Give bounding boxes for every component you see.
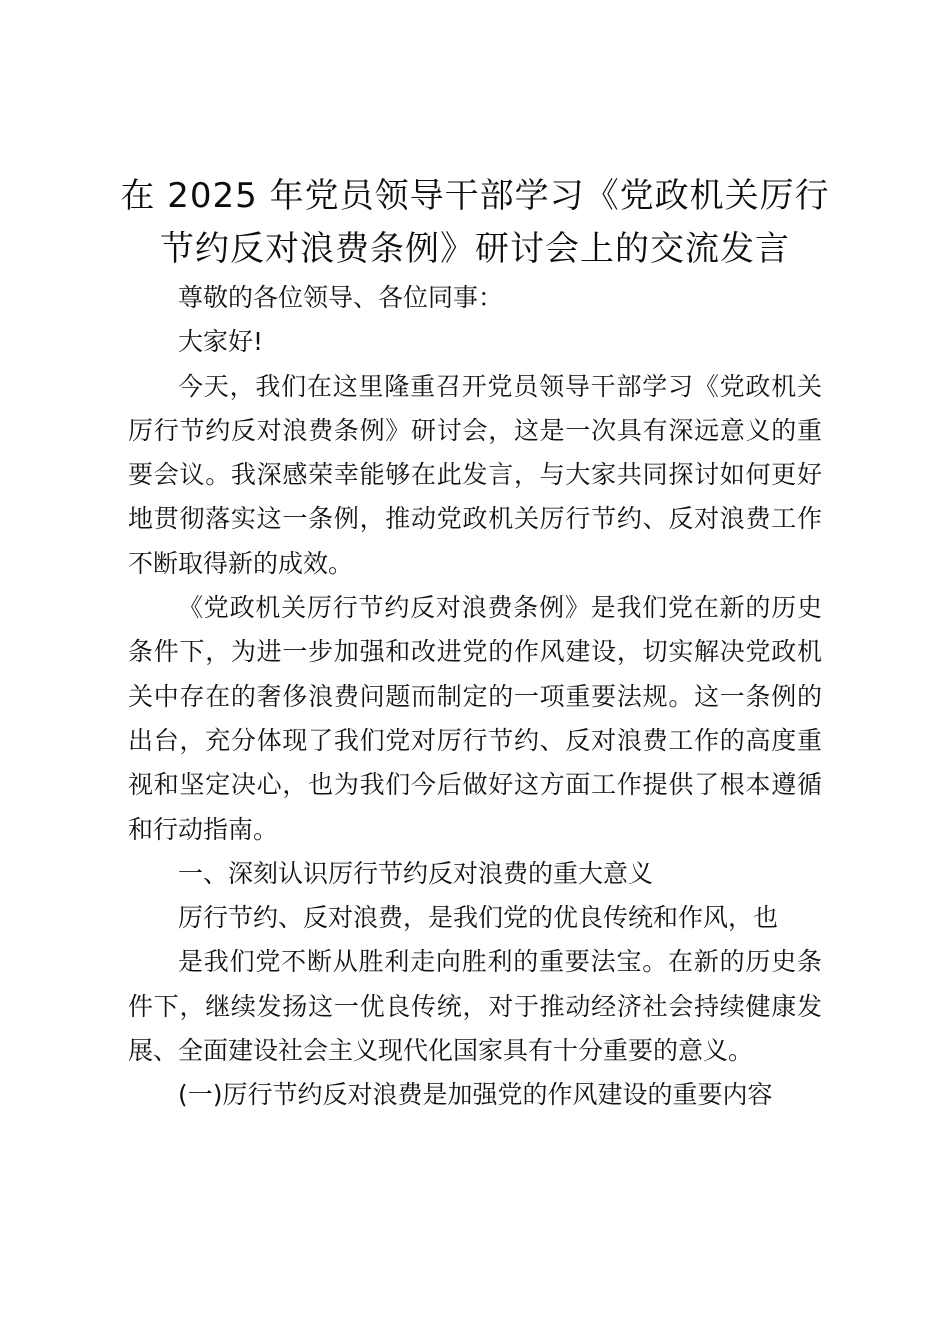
section-heading-1: 一、深刻认识厉行节约反对浪费的重大意义 — [178, 858, 654, 888]
subsection-heading-1: (一)厉行节约反对浪费是加强党的作风建设的重要内容 — [178, 1080, 773, 1110]
title-line-1: 在 2025 年党员领导干部学习《党政机关厉行 — [120, 176, 830, 216]
salutation: 尊敬的各位领导、各位同事： — [178, 283, 504, 312]
paragraph-tradition-rest: 是我们党不断从胜利走向胜利的重要法宝。在新的历史条件下，继续发扬这一优良传统，对于推动经济社会持续健康发展、全面建设社会主义现代化国家具有十分重要的意义。 — [128, 947, 822, 1066]
document-body — [128, 276, 822, 1118]
title-line-2: 节约反对浪费条例》研讨会上的交流发言 — [160, 229, 790, 269]
paragraph-tradition-line1: 厉行节约、反对浪费，是我们党的优良传统和作风，也 — [178, 903, 779, 933]
document-title — [120, 170, 830, 276]
paragraph-opening: 今天，我们在这里隆重召开党员领导干部学习《党政机关厉行节约反对浪费条例》研讨会，这是一次具有深远意义的重要会议。我深感荣幸能够在此发言，与大家共同探讨如何更好地贯彻落实这一条例，推动党政机关厉行节约、反对浪费工作不断取得新的成效。 — [128, 371, 822, 578]
greeting: 大家好! — [178, 327, 264, 357]
paragraph-regulation: 《党政机关厉行节约反对浪费条例》是我们党在新的历史条件下，为进一步加强和改进党的作风建设，切实解决党政机关中存在的奢侈浪费问题而制定的一项重要法规。这一条例的出台，充分体现了我们党对厉行节约、反对浪费工作的高度重视和坚定决心，也为我们今后做好这方面工作提供了根本遵循和行动指南。 — [128, 593, 822, 844]
